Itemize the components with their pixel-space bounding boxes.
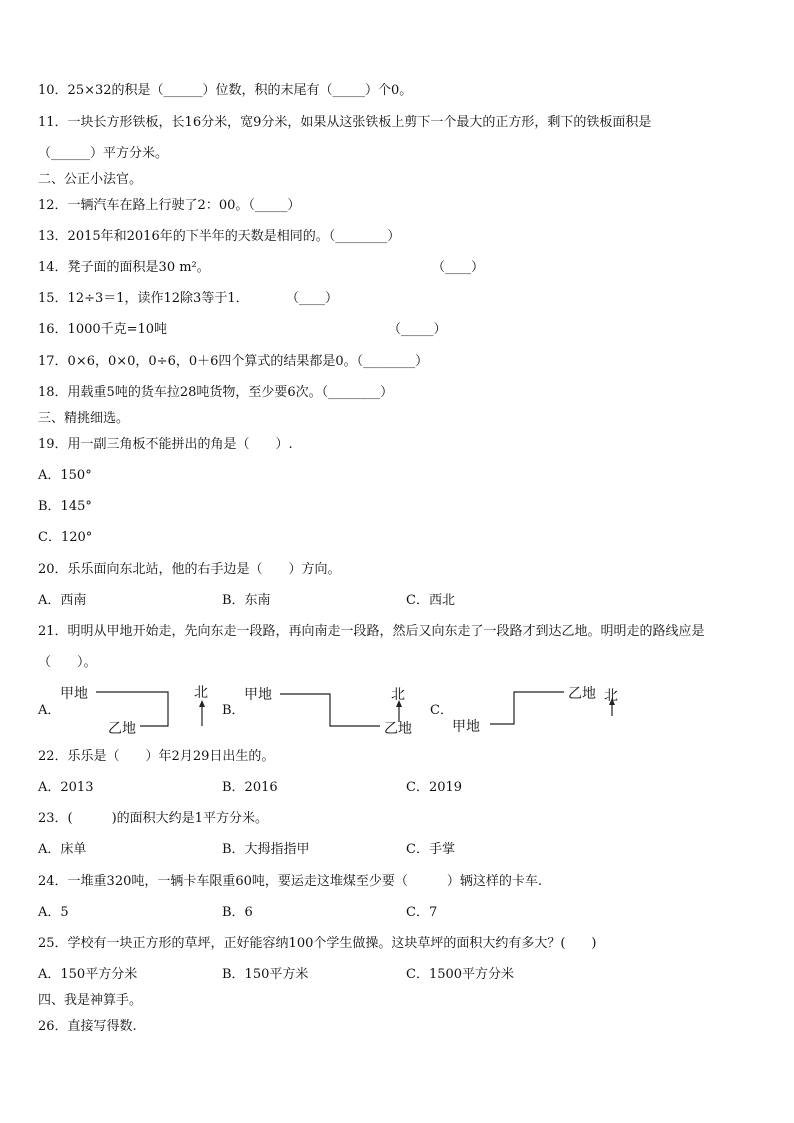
- route-c-diagram: [452, 682, 632, 738]
- route-a-end-label: 乙地: [108, 721, 136, 737]
- question-15: 15．12÷3＝1，读作12除3等于1．: [38, 291, 249, 306]
- route-b-diagram: [244, 682, 424, 738]
- route-c-end-label: 乙地: [568, 686, 596, 702]
- question-18: 18．用载重5吨的货车拉28吨货物，至少要6次。（________）: [38, 385, 394, 400]
- section-2-heading: 二、公正小法官。: [38, 172, 143, 187]
- question-22-option-b: B．2016: [222, 780, 278, 795]
- question-14: 14．凳子面的面积是30 m²。: [38, 260, 210, 275]
- question-15-blank: （____）: [286, 291, 339, 306]
- question-13: 13．2015年和2016年的下半年的天数是相同的。（________）: [38, 229, 401, 244]
- question-25-option-a: A．150平方分米: [38, 967, 138, 982]
- section-4-heading: 四、我是神算手。: [38, 993, 143, 1008]
- question-21-line2: （ ）。: [38, 655, 97, 670]
- question-25: 25．学校有一块正方形的草坪，正好能容纳100个学生做操。这块草坪的面积大约有多大？( ): [38, 936, 597, 951]
- question-23-option-a: A．床单: [38, 842, 87, 857]
- question-17: 17．0×6，0×0，0÷6，0＋6四个算式的结果都是0。（________）: [38, 354, 429, 369]
- route-a-letter: A．: [38, 703, 61, 718]
- question-23: 23．( )的面积大约是1平方分米。: [38, 811, 268, 826]
- question-20-option-a: A．西南: [38, 593, 87, 608]
- section-3-heading: 三、精挑细选。: [38, 411, 130, 426]
- question-22-option-a: A．2013: [38, 780, 94, 795]
- question-16-blank: （_____）: [388, 322, 447, 337]
- question-20-option-b: B．东南: [222, 593, 271, 608]
- route-b-north-label: 北: [391, 687, 405, 703]
- route-b-start-label: 甲地: [244, 687, 272, 703]
- question-24-option-c: C．7: [406, 905, 438, 920]
- question-24-option-b: B．6: [222, 905, 253, 920]
- question-20: 20．乐乐面向东北站，他的右手边是（ ）方向。: [38, 562, 341, 577]
- question-26: 26．直接写得数.: [38, 1019, 137, 1034]
- question-21-line1: 21．明明从甲地开始走，先向东走一段路，再向南走一段路，然后又向东走了一段路才到达乙地。明明走的路线应是: [38, 624, 705, 639]
- question-11-line2: （______）平方分米。: [38, 146, 169, 161]
- question-19-option-c: C．120°: [38, 530, 93, 545]
- question-10: 10．25×32的积是（______）位数，积的末尾有（_____）个0。: [38, 83, 413, 98]
- route-c-start-label: 甲地: [452, 719, 480, 735]
- question-22-option-c: C．2019: [406, 780, 463, 795]
- question-25-option-b: B．150平方米: [222, 967, 309, 982]
- question-22: 22．乐乐是（ ）年2月29日出生的。: [38, 749, 275, 764]
- route-a-diagram: [60, 682, 220, 738]
- question-23-option-c: C．手掌: [406, 842, 455, 857]
- question-14-blank: （____）: [432, 260, 485, 275]
- route-a-start-label: 甲地: [60, 686, 88, 702]
- question-20-option-c: C．西北: [406, 593, 455, 608]
- route-b-end-label: 乙地: [384, 721, 412, 737]
- question-24: 24．一堆重320吨，一辆卡车限重60吨，要运走这堆煤至少要（ ）辆这样的卡车.: [38, 874, 543, 889]
- question-19-option-a: A．150°: [38, 468, 92, 483]
- question-19: 19．用一副三角板不能拼出的角是（ ）.: [38, 437, 293, 452]
- route-c-letter: C．: [430, 703, 453, 718]
- route-a-north-label: 北: [194, 685, 208, 701]
- question-16: 16．1000千克=10吨: [38, 322, 168, 337]
- route-b-letter: B．: [222, 703, 245, 718]
- question-25-option-c: C．1500平方分米: [406, 967, 515, 982]
- question-19-option-b: B．145°: [38, 499, 92, 514]
- route-c-north-label: 北: [604, 688, 618, 704]
- question-11-line1: 11．一块长方形铁板，长16分米，宽9分米，如果从这张铁板上剪下一个最大的正方形，剩下的铁板面积是: [38, 115, 652, 130]
- question-12: 12．一辆汽车在路上行驶了2：00。（_____）: [38, 198, 301, 213]
- question-23-option-b: B．大拇指指甲: [222, 842, 310, 857]
- question-24-option-a: A．5: [38, 905, 69, 920]
